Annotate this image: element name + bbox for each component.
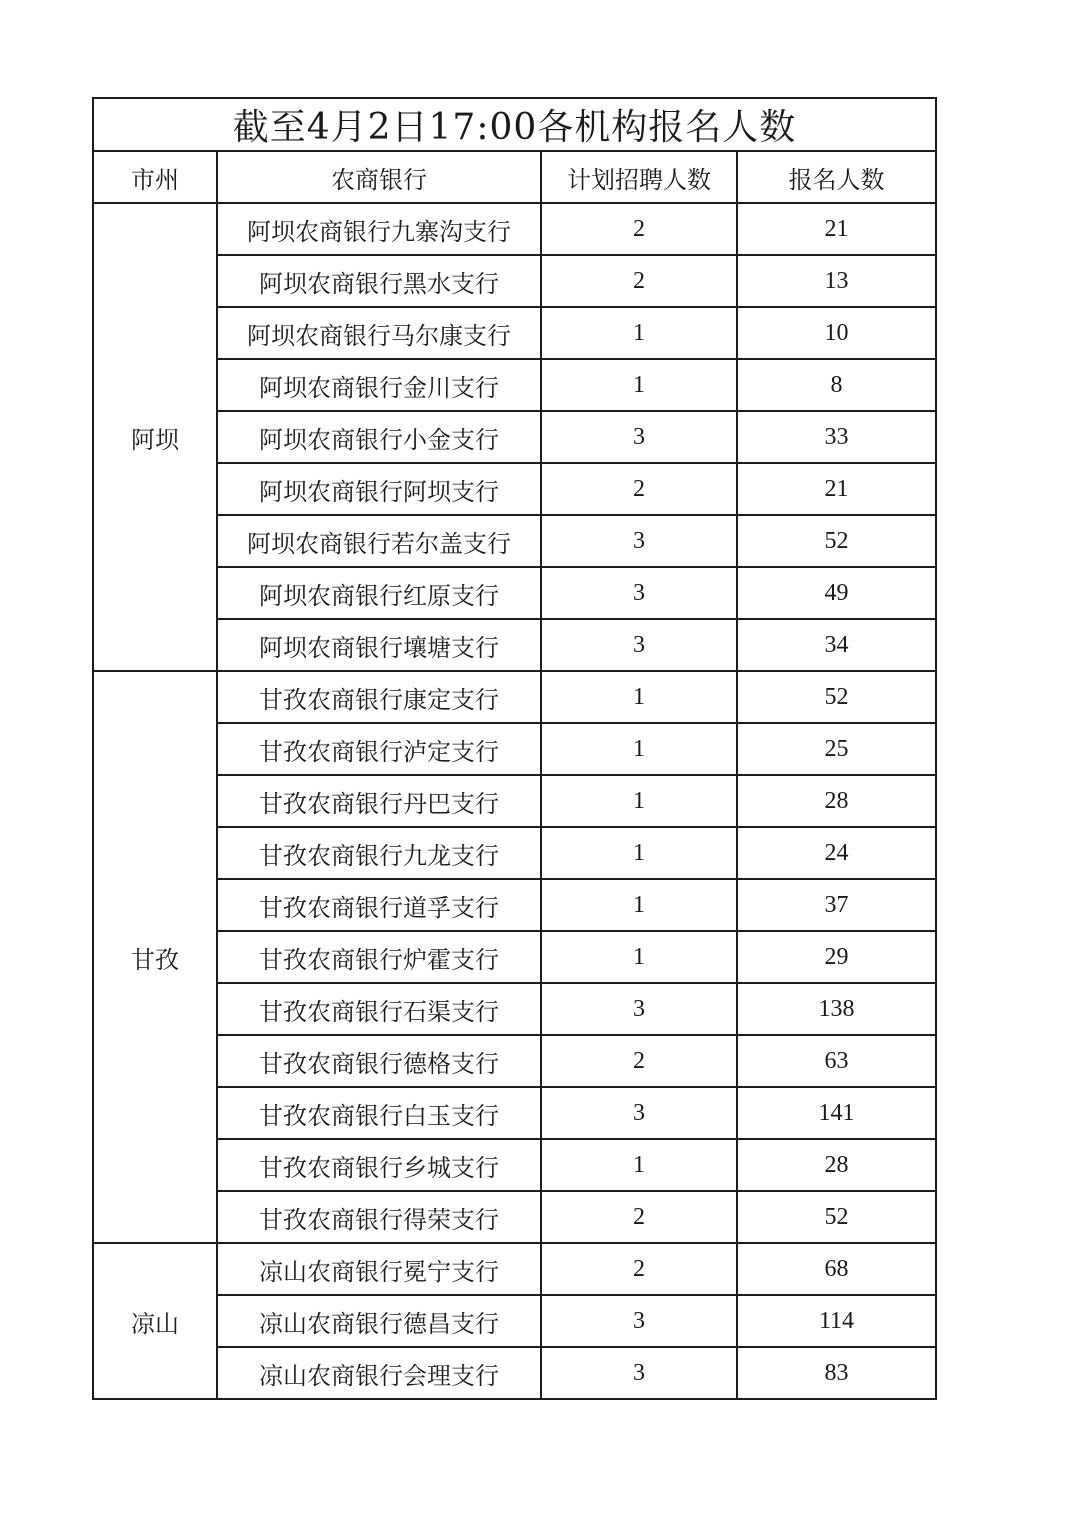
- bank-cell: 阿坝农商银行若尔盖支行: [217, 515, 541, 567]
- bank-cell: 甘孜农商银行石渠支行: [217, 983, 541, 1035]
- applicants-cell: 10: [737, 307, 936, 359]
- header-city: 市州: [93, 151, 217, 203]
- title-row: [93, 98, 936, 151]
- bank-cell: 阿坝农商银行马尔康支行: [217, 307, 541, 359]
- table-row: [93, 567, 936, 619]
- applicants-cell: 141: [737, 1087, 936, 1139]
- bank-cell: 甘孜农商银行乡城支行: [217, 1139, 541, 1191]
- planned-cell: 1: [541, 359, 737, 411]
- bank-cell: 甘孜农商银行得荣支行: [217, 1191, 541, 1243]
- applicants-cell: 83: [737, 1347, 936, 1399]
- table-row: [93, 775, 936, 827]
- applicants-cell: 68: [737, 1243, 936, 1295]
- header-applicants: 报名人数: [737, 151, 936, 203]
- applicants-cell: 33: [737, 411, 936, 463]
- table-body: [93, 203, 936, 1399]
- applicants-cell: 63: [737, 1035, 936, 1087]
- bank-cell: 阿坝农商银行九寨沟支行: [217, 203, 541, 255]
- applicants-cell: 24: [737, 827, 936, 879]
- planned-cell: 3: [541, 983, 737, 1035]
- table-row: [93, 463, 936, 515]
- applicants-cell: 28: [737, 1139, 936, 1191]
- planned-cell: 3: [541, 1295, 737, 1347]
- header-planned: 计划招聘人数: [541, 151, 737, 203]
- applicants-cell: 52: [737, 671, 936, 723]
- applicants-cell: 52: [737, 515, 936, 567]
- planned-cell: 1: [541, 307, 737, 359]
- table-title: 截至4月2日17:00各机构报名人数: [93, 98, 936, 151]
- applicants-cell: 25: [737, 723, 936, 775]
- planned-cell: 2: [541, 1243, 737, 1295]
- bank-cell: 阿坝农商银行金川支行: [217, 359, 541, 411]
- planned-cell: 3: [541, 515, 737, 567]
- planned-cell: 1: [541, 1139, 737, 1191]
- city-cell: 凉山: [93, 1243, 217, 1399]
- applicants-cell: 21: [737, 463, 936, 515]
- planned-cell: 3: [541, 619, 737, 671]
- planned-cell: 2: [541, 1035, 737, 1087]
- planned-cell: 1: [541, 671, 737, 723]
- bank-cell: 甘孜农商银行康定支行: [217, 671, 541, 723]
- bank-cell: 阿坝农商银行壤塘支行: [217, 619, 541, 671]
- planned-cell: 2: [541, 203, 737, 255]
- applicants-cell: 49: [737, 567, 936, 619]
- table-row: [93, 1243, 936, 1295]
- applicants-cell: 34: [737, 619, 936, 671]
- bank-cell: 甘孜农商银行白玉支行: [217, 1087, 541, 1139]
- table-row: [93, 1295, 936, 1347]
- applicants-cell: 37: [737, 879, 936, 931]
- applicants-cell: 29: [737, 931, 936, 983]
- table-row: [93, 723, 936, 775]
- applicants-cell: 28: [737, 775, 936, 827]
- applicants-cell: 114: [737, 1295, 936, 1347]
- bank-cell: 凉山农商银行冕宁支行: [217, 1243, 541, 1295]
- bank-cell: 甘孜农商银行丹巴支行: [217, 775, 541, 827]
- table-row: [93, 931, 936, 983]
- bank-cell: 甘孜农商银行道孚支行: [217, 879, 541, 931]
- planned-cell: 1: [541, 879, 737, 931]
- planned-cell: 1: [541, 775, 737, 827]
- applicants-cell: 21: [737, 203, 936, 255]
- table-row: [93, 827, 936, 879]
- applicants-cell: 52: [737, 1191, 936, 1243]
- header-row: [93, 151, 936, 203]
- planned-cell: 2: [541, 255, 737, 307]
- table-row: [93, 1191, 936, 1243]
- table-row: [93, 411, 936, 463]
- table-row: [93, 619, 936, 671]
- planned-cell: 3: [541, 567, 737, 619]
- city-cell: 阿坝: [93, 203, 217, 671]
- header-bank: 农商银行: [217, 151, 541, 203]
- table-row: [93, 1347, 936, 1399]
- table-row: [93, 983, 936, 1035]
- bank-cell: 阿坝农商银行小金支行: [217, 411, 541, 463]
- table-row: [93, 255, 936, 307]
- bank-cell: 凉山农商银行会理支行: [217, 1347, 541, 1399]
- table-row: [93, 671, 936, 723]
- applicants-cell: 13: [737, 255, 936, 307]
- bank-cell: 凉山农商银行德昌支行: [217, 1295, 541, 1347]
- bank-cell: 阿坝农商银行阿坝支行: [217, 463, 541, 515]
- table-row: [93, 515, 936, 567]
- bank-cell: 甘孜农商银行德格支行: [217, 1035, 541, 1087]
- table-row: [93, 307, 936, 359]
- bank-cell: 甘孜农商银行炉霍支行: [217, 931, 541, 983]
- bank-cell: 阿坝农商银行黑水支行: [217, 255, 541, 307]
- table-row: [93, 1087, 936, 1139]
- table-row: [93, 1035, 936, 1087]
- city-cell: 甘孜: [93, 671, 217, 1243]
- bank-cell: 甘孜农商银行九龙支行: [217, 827, 541, 879]
- planned-cell: 1: [541, 723, 737, 775]
- planned-cell: 3: [541, 411, 737, 463]
- table-row: [93, 359, 936, 411]
- applicants-cell: 138: [737, 983, 936, 1035]
- planned-cell: 1: [541, 931, 737, 983]
- planned-cell: 3: [541, 1087, 737, 1139]
- table-row: [93, 879, 936, 931]
- planned-cell: 3: [541, 1347, 737, 1399]
- bank-cell: 甘孜农商银行泸定支行: [217, 723, 541, 775]
- planned-cell: 2: [541, 463, 737, 515]
- planned-cell: 1: [541, 827, 737, 879]
- table-row: [93, 1139, 936, 1191]
- table-row: [93, 203, 936, 255]
- applicants-cell: 8: [737, 359, 936, 411]
- registration-table: [92, 97, 937, 1400]
- bank-cell: 阿坝农商银行红原支行: [217, 567, 541, 619]
- planned-cell: 2: [541, 1191, 737, 1243]
